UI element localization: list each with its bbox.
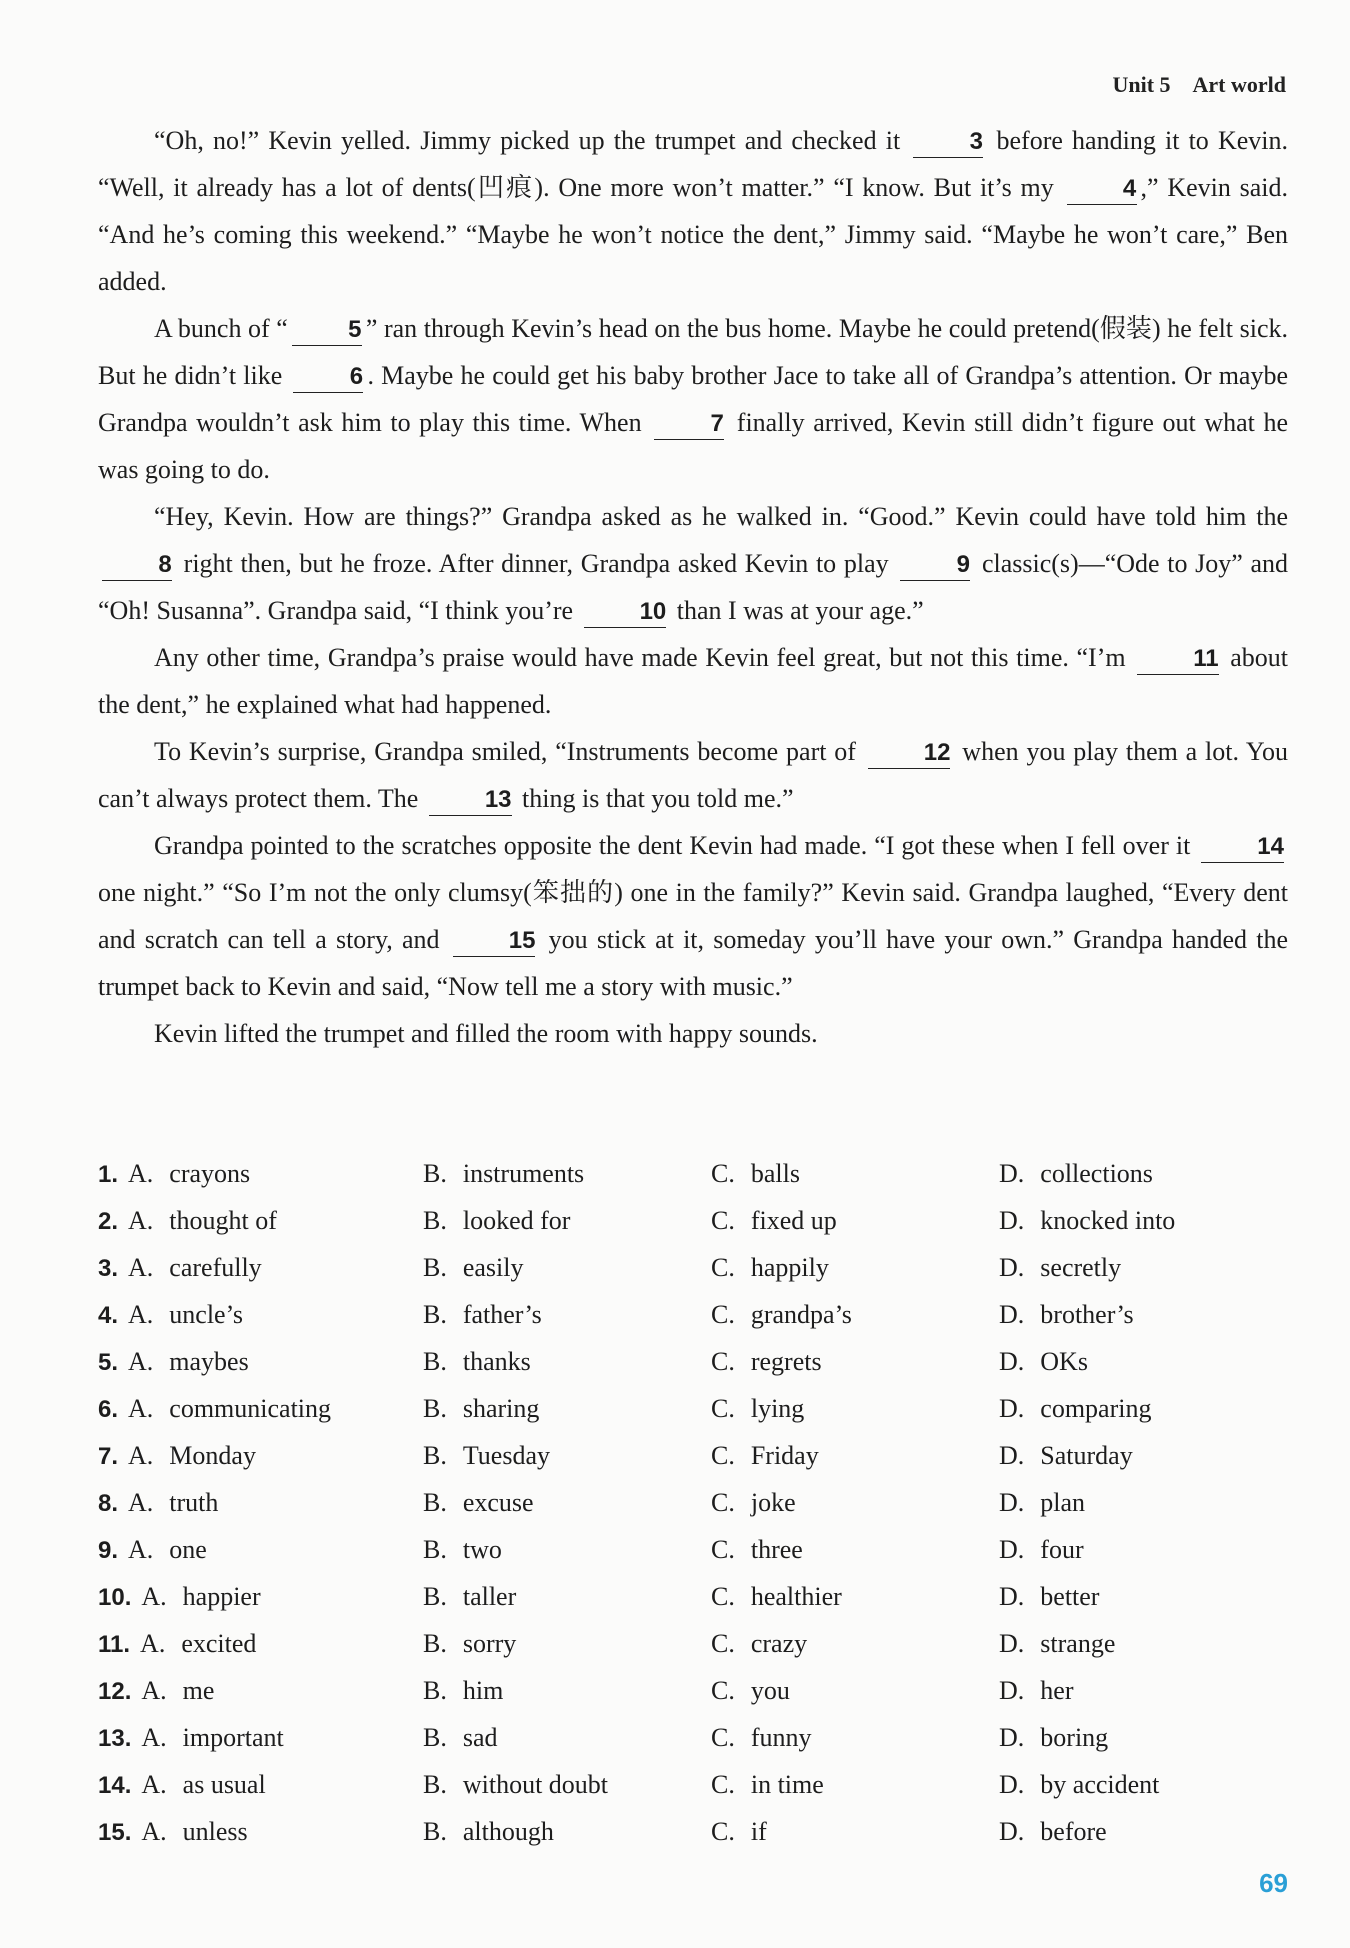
option-letter: B. bbox=[423, 1158, 447, 1188]
option-text: important bbox=[182, 1722, 284, 1752]
option-text: if bbox=[750, 1816, 767, 1846]
option-d bbox=[999, 1347, 1288, 1377]
passage-text: about the dent,” he explained what had happened. bbox=[98, 643, 1289, 719]
option-c bbox=[711, 1535, 999, 1565]
option-row bbox=[98, 1808, 1288, 1855]
option-text: thanks bbox=[462, 1346, 531, 1376]
option-text: crazy bbox=[750, 1628, 808, 1658]
option-letter: A. bbox=[128, 1534, 154, 1564]
option-text: him bbox=[462, 1675, 504, 1705]
option-letter: D. bbox=[999, 1628, 1025, 1658]
passage-text: you stick at it, someday you’ll have your own.” Grandpa handed the trumpet back to Kevin and said, “Now tell me a story with music.” bbox=[98, 925, 1289, 1001]
option-text: joke bbox=[750, 1487, 796, 1517]
option-d bbox=[999, 1253, 1288, 1283]
option-b bbox=[423, 1629, 711, 1659]
option-letter: D. bbox=[999, 1440, 1025, 1470]
option-d bbox=[999, 1488, 1288, 1518]
passage-text: classic(s)—“Ode to Joy” and “Oh! Susanna”. Grandpa said, “I think you’re bbox=[98, 549, 1288, 625]
question-number: 13. bbox=[98, 1724, 132, 1752]
option-row bbox=[98, 1338, 1288, 1385]
option-a bbox=[98, 1629, 423, 1659]
question-number: 4. bbox=[98, 1301, 119, 1329]
option-a bbox=[98, 1676, 423, 1706]
option-letter: B. bbox=[423, 1769, 447, 1799]
option-d bbox=[999, 1723, 1288, 1753]
unit-label: Unit 5 bbox=[1112, 72, 1171, 97]
option-text: comparing bbox=[1040, 1393, 1152, 1423]
option-b bbox=[423, 1817, 711, 1847]
option-letter: D. bbox=[999, 1534, 1025, 1564]
option-letter: A. bbox=[128, 1346, 154, 1376]
option-text: instruments bbox=[462, 1158, 585, 1188]
option-text: collections bbox=[1040, 1158, 1153, 1188]
option-letter: A. bbox=[128, 1440, 154, 1470]
option-a bbox=[98, 1723, 423, 1753]
passage-text: A bunch of “ bbox=[154, 314, 288, 343]
option-text: as usual bbox=[182, 1769, 266, 1799]
option-letter: C. bbox=[711, 1205, 735, 1235]
option-letter: C. bbox=[711, 1346, 735, 1376]
paragraph-1 bbox=[98, 117, 1288, 305]
option-text: lying bbox=[750, 1393, 805, 1423]
option-letter: C. bbox=[711, 1769, 735, 1799]
question-number: 3. bbox=[98, 1254, 119, 1282]
option-text: unless bbox=[182, 1816, 248, 1846]
option-text: three bbox=[750, 1534, 803, 1564]
paragraph-3 bbox=[98, 493, 1288, 634]
option-text: you bbox=[750, 1675, 790, 1705]
question-number: 15. bbox=[98, 1818, 132, 1846]
option-a bbox=[98, 1441, 423, 1471]
blank-3: 3 bbox=[913, 127, 983, 158]
option-letter: A. bbox=[141, 1722, 167, 1752]
option-d bbox=[999, 1441, 1288, 1471]
option-letter: B. bbox=[423, 1346, 447, 1376]
option-c bbox=[711, 1206, 999, 1236]
option-text: thought of bbox=[169, 1205, 277, 1235]
option-text: regrets bbox=[750, 1346, 822, 1376]
option-text: her bbox=[1040, 1675, 1074, 1705]
option-letter: B. bbox=[423, 1816, 447, 1846]
option-text: Monday bbox=[169, 1440, 256, 1470]
option-letter: B. bbox=[423, 1299, 447, 1329]
option-b bbox=[423, 1347, 711, 1377]
option-letter: C. bbox=[711, 1440, 735, 1470]
option-letter: C. bbox=[711, 1675, 735, 1705]
paragraph-7 bbox=[98, 1010, 1288, 1057]
option-a bbox=[98, 1206, 423, 1236]
option-text: knocked into bbox=[1040, 1205, 1176, 1235]
option-d bbox=[999, 1582, 1288, 1612]
question-number: 11. bbox=[98, 1630, 131, 1658]
passage-text: “Oh, no!” Kevin yelled. Jimmy picked up the trumpet and checked it bbox=[154, 126, 901, 155]
option-text: by accident bbox=[1040, 1769, 1160, 1799]
passage-text: one night.” “So I’m not the only clumsy(笨拙的) one in the family?” Kevin said. Grandpa laughed, “Every dent and scratch can tell a story, and bbox=[98, 878, 1288, 954]
passage-text: Grandpa pointed to the scratches opposite the dent Kevin had made. “I got these when I fell over it bbox=[154, 831, 1191, 860]
question-number: 8. bbox=[98, 1489, 119, 1517]
passage bbox=[98, 117, 1288, 1057]
option-text: sharing bbox=[462, 1393, 540, 1423]
question-number: 10. bbox=[98, 1583, 132, 1611]
option-row bbox=[98, 1714, 1288, 1761]
option-text: happier bbox=[182, 1581, 261, 1611]
option-text: four bbox=[1040, 1534, 1084, 1564]
option-row bbox=[98, 1526, 1288, 1573]
option-letter: D. bbox=[999, 1299, 1025, 1329]
option-letter: B. bbox=[423, 1205, 447, 1235]
option-letter: A. bbox=[141, 1816, 167, 1846]
option-b bbox=[423, 1300, 711, 1330]
passage-text: . Maybe he could get his baby brother Jace to take all of Grandpa’s attention. Or maybe Grandpa wouldn’t ask him to play this time. When bbox=[98, 361, 1288, 437]
blank-8: 8 bbox=[102, 550, 172, 581]
option-d bbox=[999, 1206, 1288, 1236]
option-letter: D. bbox=[999, 1769, 1025, 1799]
option-c bbox=[711, 1629, 999, 1659]
option-text: communicating bbox=[169, 1393, 332, 1423]
option-row bbox=[98, 1667, 1288, 1714]
option-text: boring bbox=[1040, 1722, 1109, 1752]
passage-text: ” ran through Kevin’s head on the bus home. Maybe he could pretend(假装) he felt sick. But he didn’t like bbox=[98, 314, 1288, 390]
option-row bbox=[98, 1291, 1288, 1338]
option-letter: C. bbox=[711, 1158, 735, 1188]
option-b bbox=[423, 1394, 711, 1424]
option-text: plan bbox=[1040, 1487, 1086, 1517]
question-number: 5. bbox=[98, 1348, 119, 1376]
option-letter: A. bbox=[141, 1769, 167, 1799]
option-a bbox=[98, 1253, 423, 1283]
option-row bbox=[98, 1761, 1288, 1808]
option-d bbox=[999, 1394, 1288, 1424]
passage-text: thing is that you told me.” bbox=[522, 784, 794, 813]
option-letter: D. bbox=[999, 1722, 1025, 1752]
option-b bbox=[423, 1676, 711, 1706]
option-d bbox=[999, 1535, 1288, 1565]
option-text: Tuesday bbox=[462, 1440, 551, 1470]
passage-text: before handing it to Kevin. “Well, it already has a lot of dents(凹痕). One more won’t matter.” “I know. But it’s my bbox=[98, 126, 1288, 202]
option-row bbox=[98, 1432, 1288, 1479]
option-text: excited bbox=[181, 1628, 257, 1658]
blank-7: 7 bbox=[654, 409, 724, 440]
option-d bbox=[999, 1770, 1288, 1800]
option-text: secretly bbox=[1040, 1252, 1122, 1282]
option-b bbox=[423, 1723, 711, 1753]
option-letter: A. bbox=[128, 1393, 154, 1423]
option-letter: B. bbox=[423, 1393, 447, 1423]
option-text: grandpa’s bbox=[750, 1299, 852, 1329]
option-a bbox=[98, 1347, 423, 1377]
passage-text: Any other time, Grandpa’s praise would have made Kevin feel great, but not this time. “I’m bbox=[154, 643, 1126, 672]
option-c bbox=[711, 1676, 999, 1706]
option-text: me bbox=[182, 1675, 215, 1705]
option-d bbox=[999, 1676, 1288, 1706]
option-text: strange bbox=[1040, 1628, 1116, 1658]
blank-9: 9 bbox=[900, 550, 970, 581]
question-number: 7. bbox=[98, 1442, 119, 1470]
option-letter: B. bbox=[423, 1440, 447, 1470]
option-text: carefully bbox=[169, 1252, 262, 1282]
option-c bbox=[711, 1817, 999, 1847]
option-letter: B. bbox=[423, 1581, 447, 1611]
question-number: 2. bbox=[98, 1207, 119, 1235]
option-letter: C. bbox=[711, 1581, 735, 1611]
paragraph-2 bbox=[98, 305, 1288, 493]
passage-text: when you play them a lot. You can’t always protect them. The bbox=[98, 737, 1289, 813]
option-text: brother’s bbox=[1040, 1299, 1134, 1329]
option-c bbox=[711, 1300, 999, 1330]
question-number: 14. bbox=[98, 1771, 132, 1799]
option-letter: A. bbox=[128, 1158, 154, 1188]
option-letter: D. bbox=[999, 1252, 1025, 1282]
option-text: in time bbox=[750, 1769, 824, 1799]
option-c bbox=[711, 1441, 999, 1471]
question-number: 6. bbox=[98, 1395, 119, 1423]
option-text: uncle’s bbox=[169, 1299, 243, 1329]
question-number: 12. bbox=[98, 1677, 132, 1705]
option-a bbox=[98, 1582, 423, 1612]
option-row bbox=[98, 1150, 1288, 1197]
option-text: father’s bbox=[462, 1299, 542, 1329]
option-letter: C. bbox=[711, 1487, 735, 1517]
option-letter: C. bbox=[711, 1816, 735, 1846]
passage-text: “Hey, Kevin. How are things?” Grandpa asked as he walked in. “Good.” Kevin could have told him the bbox=[154, 502, 1288, 531]
question-number: 1. bbox=[98, 1160, 119, 1188]
option-b bbox=[423, 1206, 711, 1236]
option-letter: D. bbox=[999, 1675, 1025, 1705]
blank-11: 11 bbox=[1137, 644, 1218, 675]
option-letter: C. bbox=[711, 1628, 735, 1658]
option-text: before bbox=[1040, 1816, 1107, 1846]
option-text: taller bbox=[462, 1581, 517, 1611]
option-letter: C. bbox=[711, 1534, 735, 1564]
option-c bbox=[711, 1159, 999, 1189]
option-letter: A. bbox=[128, 1252, 154, 1282]
option-c bbox=[711, 1394, 999, 1424]
blank-14: 14 bbox=[1201, 832, 1284, 863]
option-text: funny bbox=[750, 1722, 812, 1752]
option-letter: C. bbox=[711, 1393, 735, 1423]
option-a bbox=[98, 1535, 423, 1565]
option-c bbox=[711, 1488, 999, 1518]
blank-6: 6 bbox=[293, 362, 363, 393]
option-row bbox=[98, 1479, 1288, 1526]
option-text: easily bbox=[462, 1252, 524, 1282]
paragraph-5 bbox=[98, 728, 1288, 822]
option-text: looked for bbox=[462, 1205, 571, 1235]
paragraph-4 bbox=[98, 634, 1288, 728]
option-letter: A. bbox=[128, 1299, 154, 1329]
option-b bbox=[423, 1441, 711, 1471]
option-a bbox=[98, 1817, 423, 1847]
option-letter: A. bbox=[128, 1205, 154, 1235]
option-letter: D. bbox=[999, 1487, 1025, 1517]
option-letter: D. bbox=[999, 1816, 1025, 1846]
option-c bbox=[711, 1347, 999, 1377]
passage-text: than I was at your age.” bbox=[676, 596, 924, 625]
page-number: 69 bbox=[1259, 1868, 1288, 1898]
option-letter: C. bbox=[711, 1252, 735, 1282]
option-d bbox=[999, 1817, 1288, 1847]
option-text: maybes bbox=[169, 1346, 249, 1376]
option-letter: A. bbox=[141, 1675, 167, 1705]
passage-text: To Kevin’s surprise, Grandpa smiled, “Instruments become part of bbox=[154, 737, 856, 766]
option-b bbox=[423, 1488, 711, 1518]
option-text: OKs bbox=[1040, 1346, 1088, 1376]
blank-13: 13 bbox=[429, 785, 512, 816]
option-text: better bbox=[1040, 1581, 1100, 1611]
option-text: excuse bbox=[462, 1487, 534, 1517]
option-d bbox=[999, 1159, 1288, 1189]
blank-15: 15 bbox=[453, 926, 536, 957]
answer-options bbox=[98, 1150, 1288, 1855]
option-c bbox=[711, 1723, 999, 1753]
option-b bbox=[423, 1770, 711, 1800]
option-b bbox=[423, 1253, 711, 1283]
blank-5: 5 bbox=[292, 315, 362, 346]
option-text: sad bbox=[462, 1722, 498, 1752]
blank-10: 10 bbox=[584, 597, 667, 628]
option-text: Saturday bbox=[1040, 1440, 1133, 1470]
option-letter: B. bbox=[423, 1487, 447, 1517]
option-text: sorry bbox=[462, 1628, 517, 1658]
option-a bbox=[98, 1488, 423, 1518]
option-letter: D. bbox=[999, 1205, 1025, 1235]
option-letter: A. bbox=[128, 1487, 154, 1517]
option-c bbox=[711, 1253, 999, 1283]
option-text: crayons bbox=[169, 1158, 251, 1188]
option-letter: B. bbox=[423, 1675, 447, 1705]
passage-text: right then, but he froze. After dinner, Grandpa asked Kevin to play bbox=[183, 549, 889, 578]
option-letter: C. bbox=[711, 1299, 735, 1329]
option-text: Friday bbox=[750, 1440, 819, 1470]
option-c bbox=[711, 1770, 999, 1800]
option-text: two bbox=[462, 1534, 502, 1564]
option-letter: A. bbox=[141, 1581, 167, 1611]
option-row bbox=[98, 1197, 1288, 1244]
option-letter: B. bbox=[423, 1628, 447, 1658]
option-letter: C. bbox=[711, 1722, 735, 1752]
option-a bbox=[98, 1770, 423, 1800]
option-text: happily bbox=[750, 1252, 829, 1282]
option-b bbox=[423, 1535, 711, 1565]
option-letter: B. bbox=[423, 1722, 447, 1752]
option-text: healthier bbox=[750, 1581, 842, 1611]
option-letter: D. bbox=[999, 1346, 1025, 1376]
option-text: one bbox=[169, 1534, 207, 1564]
option-letter: D. bbox=[999, 1581, 1025, 1611]
option-d bbox=[999, 1629, 1288, 1659]
question-number: 9. bbox=[98, 1536, 119, 1564]
option-a bbox=[98, 1300, 423, 1330]
option-letter: A. bbox=[140, 1628, 166, 1658]
option-letter: B. bbox=[423, 1252, 447, 1282]
option-text: fixed up bbox=[750, 1205, 837, 1235]
option-letter: D. bbox=[999, 1393, 1025, 1423]
option-text: balls bbox=[750, 1158, 800, 1188]
blank-4: 4 bbox=[1067, 174, 1137, 205]
option-row bbox=[98, 1244, 1288, 1291]
option-letter: D. bbox=[999, 1158, 1025, 1188]
passage-text: finally arrived, Kevin still didn’t figure out what he was going to do. bbox=[98, 408, 1289, 484]
option-c bbox=[711, 1582, 999, 1612]
blank-12: 12 bbox=[868, 738, 951, 769]
option-b bbox=[423, 1159, 711, 1189]
option-row bbox=[98, 1620, 1288, 1667]
option-text: without doubt bbox=[462, 1769, 609, 1799]
option-a bbox=[98, 1394, 423, 1424]
option-text: truth bbox=[169, 1487, 219, 1517]
option-b bbox=[423, 1582, 711, 1612]
option-d bbox=[999, 1300, 1288, 1330]
page-header bbox=[1112, 72, 1286, 98]
paragraph-6 bbox=[98, 822, 1288, 1010]
option-a bbox=[98, 1159, 423, 1189]
option-row bbox=[98, 1573, 1288, 1620]
option-letter: B. bbox=[423, 1534, 447, 1564]
passage-text: Kevin lifted the trumpet and filled the room with happy sounds. bbox=[154, 1019, 818, 1048]
option-row bbox=[98, 1385, 1288, 1432]
option-text: although bbox=[462, 1816, 554, 1846]
unit-title: Art world bbox=[1192, 72, 1286, 97]
passage-text: ,” Kevin said. “And he’s coming this weekend.” “Maybe he won’t notice the dent,” Jimmy said. “Maybe he won’t care,” Ben added. bbox=[98, 173, 1289, 296]
